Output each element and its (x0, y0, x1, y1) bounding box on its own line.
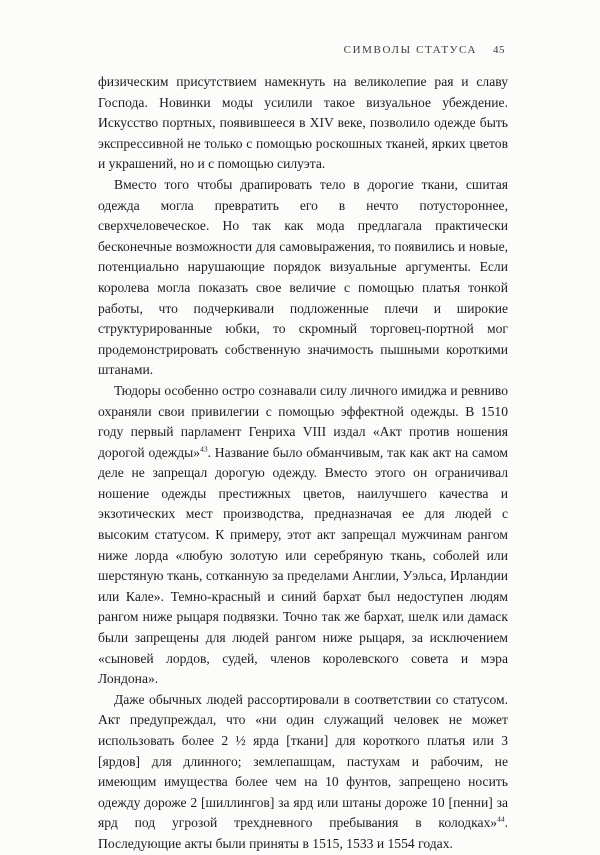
paragraph-4 (98, 690, 508, 855)
body-text (98, 72, 508, 855)
footnote-ref-43[interactable]: 43 (200, 444, 208, 454)
paragraph-4-text-part-2: . Последующие акты были приняты в 1515, 1533 и 1554 годах. (98, 815, 508, 851)
paragraph-3 (98, 381, 508, 690)
paragraph-3-text-part-1: Тюдоры особенно остро сознавали силу личного имиджа и ревниво охраняли свои привилегии с помощью эффектной одежды. В 1510 году первый парламент Генриха VIII издал «Акт против ношения дорогой одежды» (98, 382, 508, 460)
paragraph-4-text-part-1: Даже обычных людей рассортировали в соответствии со статусом. Акт предупреждал, что «ни один служащий человек не может использовать более 2 ½ ярда [ткани] для короткого платья или 3 [ярдов] для длинного; землепашцам, пастухам и рабочим, не имеющим имущества более чем на 10 фунтов, запрещено носить одежду дороже 2 [шиллингов] за ярд или штаны дороже 10 [пенни] за ярд под угрозой трехдневного пребывания в колодках» (98, 691, 508, 831)
paragraph-1: физическим присутствием намекнуть на великолепие рая и славу Господа. Новинки моды усилили такое визуальное убеждение. Искусство портных, появившееся в XIV веке, позволило одежде быть экспрессивной не только с помощью роскошных тканей, ярких цветов и украшений, но и с помощью силуэта. (98, 74, 508, 172)
section-title: СИМВОЛЫ СТАТУСА (343, 44, 477, 56)
running-header (344, 44, 505, 56)
page-number: 45 (493, 44, 505, 56)
paragraph-3-text-part-2: . Название было обманчивым, так как акт на самом деле не запрещал дорогую одежду. Вместо этого он ограничивал ношение одежды престижных цветов, наилучшего качества и экзотических мест производства, предназначая ее для людей с высоким статусом. К примеру, этот акт запрещал мужчинам рангом ниже лорда «любую золотую или серебряную ткань, соболей или шерстяную ткань, сотканную за пределами Англии, Уэльса, Ирландии или Кале». Темно-красный и синий бархат был недоступен людям рангом ниже рыцаря подвязки. Точно так же бархат, шелк или дамаск были запрещены для людей рангом ниже рыцаря, за исключением «сыновей лордов, судей, членов королевского совета и мэра Лондона». (98, 444, 508, 687)
footnote-ref-44[interactable]: 44 (497, 814, 505, 824)
paragraph-2: Вместо того чтобы драпировать тело в дорогие ткани, сшитая одежда могла превратить его в нечто потустороннее, сверхчеловеческое. Но так как мода предлагала практически бесконечные возможности для самовыражения, то появились и новые, потенциально нарушающие порядок визуальные аргументы. Если королева могла показать свое величие с помощью платья тонкой работы, что подчеркивали подложенные плечи и широкие структурированные юбки, то скромный торговец-портной мог продемонстрировать собственную значимость пышными короткими штанами. (98, 176, 508, 378)
